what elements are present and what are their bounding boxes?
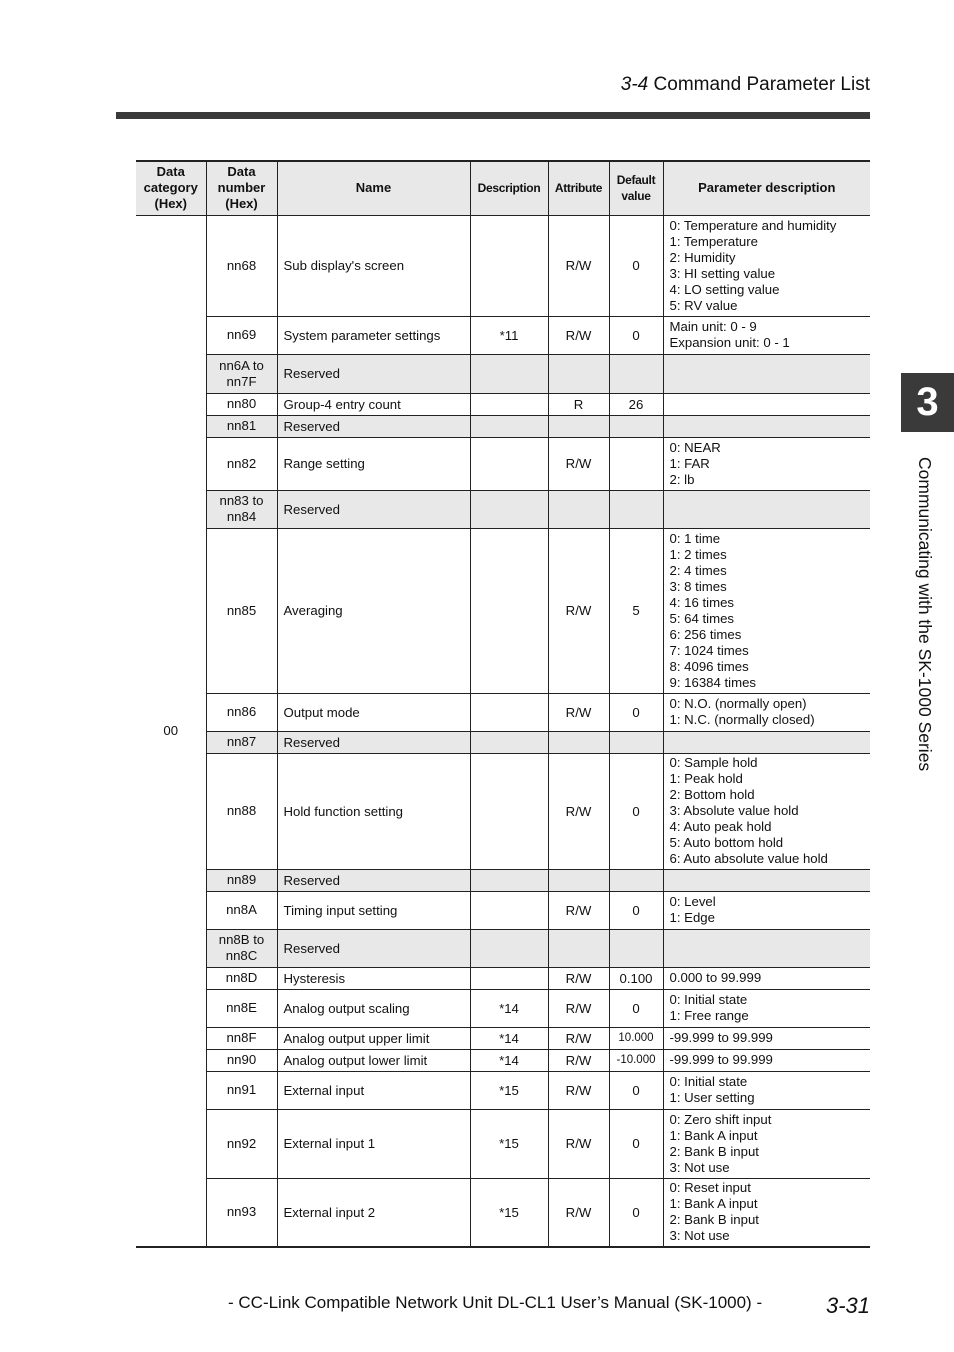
default-value-cell (609, 415, 663, 437)
parameter-description-cell: 0: NEAR 1: FAR 2: lb (663, 437, 870, 490)
attribute-cell: R/W (548, 891, 609, 929)
attribute-cell: R/W (548, 437, 609, 490)
parameter-description-cell (663, 929, 870, 967)
data-number-cell: nn93 (206, 1178, 277, 1247)
table-row (136, 437, 870, 490)
attribute-cell: R/W (548, 1109, 609, 1178)
description-cell (470, 490, 548, 528)
name-cell: Reserved (277, 490, 470, 528)
header-attribute: Attribute (548, 161, 609, 215)
description-cell (470, 393, 548, 415)
default-value-cell: 0 (609, 989, 663, 1027)
chapter-side-title: Communicating with the SK-1000 Series (915, 457, 935, 772)
default-value-cell: 0 (609, 1178, 663, 1247)
parameter-description-cell: Main unit: 0 - 9 Expansion unit: 0 - 1 (663, 316, 870, 354)
parameter-description-cell: 0: Sample hold 1: Peak hold 2: Bottom hold 3: Absolute value hold 4: Auto peak hold 5: Auto bottom hold 6: Auto absolute value hold (663, 753, 870, 869)
default-value-cell: 26 (609, 393, 663, 415)
description-cell: *15 (470, 1109, 548, 1178)
attribute-cell (548, 731, 609, 753)
chapter-tab: 3 (901, 373, 954, 432)
default-value-cell: 0 (609, 753, 663, 869)
description-cell (470, 967, 548, 989)
description-cell: *14 (470, 1049, 548, 1071)
table-row (136, 989, 870, 1027)
attribute-cell: R (548, 393, 609, 415)
parameter-description-cell: 0: Reset input 1: Bank A input 2: Bank B input 3: Not use (663, 1178, 870, 1247)
parameter-description-cell: 0.000 to 99.999 (663, 967, 870, 989)
name-cell: Group-4 entry count (277, 393, 470, 415)
attribute-cell: R/W (548, 753, 609, 869)
table-row (136, 215, 870, 316)
name-cell: Averaging (277, 528, 470, 693)
name-cell: Reserved (277, 929, 470, 967)
table-row (136, 929, 870, 967)
default-value-cell (609, 731, 663, 753)
data-number-cell: nn68 (206, 215, 277, 316)
header-default-value: Default value (609, 161, 663, 215)
footer-manual-title: - CC-Link Compatible Network Unit DL-CL1 User’s Manual (SK-1000) - (228, 1293, 763, 1312)
data-number-cell: nn8F (206, 1027, 277, 1049)
name-cell: Hysteresis (277, 967, 470, 989)
parameter-description-cell (663, 354, 870, 393)
default-value-cell: 0 (609, 693, 663, 731)
attribute-cell: R/W (548, 1049, 609, 1071)
attribute-cell (548, 490, 609, 528)
attribute-cell: R/W (548, 215, 609, 316)
attribute-cell: R/W (548, 693, 609, 731)
description-cell: *11 (470, 316, 548, 354)
data-number-cell: nn83 to nn84 (206, 490, 277, 528)
data-number-cell: nn8D (206, 967, 277, 989)
parameter-description-cell: 0: Initial state 1: User setting (663, 1071, 870, 1109)
description-cell (470, 437, 548, 490)
table-header-row (136, 161, 870, 215)
description-cell (470, 929, 548, 967)
default-value-cell (609, 437, 663, 490)
data-number-cell: nn89 (206, 869, 277, 891)
name-cell: Sub display's screen (277, 215, 470, 316)
description-cell (470, 354, 548, 393)
section-heading (621, 74, 870, 96)
table-row (136, 1071, 870, 1109)
default-value-cell: 5 (609, 528, 663, 693)
name-cell: External input 1 (277, 1109, 470, 1178)
default-value-cell: 10.000 (609, 1027, 663, 1049)
data-number-cell: nn8A (206, 891, 277, 929)
name-cell: Analog output scaling (277, 989, 470, 1027)
data-number-cell: nn80 (206, 393, 277, 415)
attribute-cell: R/W (548, 967, 609, 989)
table-row (136, 1178, 870, 1247)
table-row (136, 354, 870, 393)
default-value-cell: 0 (609, 215, 663, 316)
attribute-cell (548, 869, 609, 891)
name-cell: Reserved (277, 415, 470, 437)
description-cell: *14 (470, 1027, 548, 1049)
name-cell: Range setting (277, 437, 470, 490)
attribute-cell (548, 929, 609, 967)
default-value-cell (609, 929, 663, 967)
data-number-cell: nn8E (206, 989, 277, 1027)
table-row (136, 316, 870, 354)
parameter-description-cell: -99.999 to 99.999 (663, 1049, 870, 1071)
section-number: 3-4 (620, 74, 649, 95)
description-cell (470, 415, 548, 437)
parameter-description-cell (663, 731, 870, 753)
data-number-cell: nn92 (206, 1109, 277, 1178)
table-row (136, 967, 870, 989)
data-number-cell: nn90 (206, 1049, 277, 1071)
description-cell (470, 528, 548, 693)
section-title: Command Parameter List (653, 74, 870, 95)
table-row (136, 1049, 870, 1071)
default-value-cell: -10.000 (609, 1049, 663, 1071)
parameter-description-cell: 0: Zero shift input 1: Bank A input 2: Bank B input 3: Not use (663, 1109, 870, 1178)
name-cell: Timing input setting (277, 891, 470, 929)
page-number: 3-31 (825, 1293, 870, 1318)
data-number-cell: nn88 (206, 753, 277, 869)
attribute-cell (548, 354, 609, 393)
attribute-cell: R/W (548, 1027, 609, 1049)
description-cell (470, 869, 548, 891)
table-row (136, 415, 870, 437)
data-number-cell: nn87 (206, 731, 277, 753)
name-cell: Analog output lower limit (277, 1049, 470, 1071)
name-cell: System parameter settings (277, 316, 470, 354)
name-cell: Analog output upper limit (277, 1027, 470, 1049)
description-cell (470, 693, 548, 731)
default-value-cell: 0.100 (609, 967, 663, 989)
parameter-description-cell: -99.999 to 99.999 (663, 1027, 870, 1049)
parameter-description-cell (663, 490, 870, 528)
table-row (136, 528, 870, 693)
data-number-cell: nn91 (206, 1071, 277, 1109)
table-row (136, 1027, 870, 1049)
name-cell: External input (277, 1071, 470, 1109)
name-cell: Hold function setting (277, 753, 470, 869)
table-row (136, 490, 870, 528)
description-cell (470, 753, 548, 869)
header-data-number: Data number (Hex) (206, 161, 277, 215)
attribute-cell (548, 415, 609, 437)
default-value-cell: 0 (609, 1109, 663, 1178)
name-cell: Reserved (277, 354, 470, 393)
default-value-cell: 0 (609, 1071, 663, 1109)
table-row (136, 731, 870, 753)
name-cell: Reserved (277, 869, 470, 891)
data-number-cell: nn69 (206, 316, 277, 354)
parameter-table (136, 160, 870, 1248)
data-category-cell: 00 (136, 215, 206, 1247)
parameter-description-cell: 0: 1 time 1: 2 times 2: 4 times 3: 8 times 4: 16 times 5: 64 times 6: 256 times 7: 1024 times 8: 4096 times 9: 16384 times (663, 528, 870, 693)
parameter-description-cell: 0: Temperature and humidity 1: Temperature 2: Humidity 3: HI setting value 4: LO setting value 5: RV value (663, 215, 870, 316)
attribute-cell: R/W (548, 1178, 609, 1247)
table-row (136, 1109, 870, 1178)
parameter-description-cell: 0: Initial state 1: Free range (663, 989, 870, 1027)
description-cell (470, 215, 548, 316)
parameter-description-cell: 0: N.O. (normally open) 1: N.C. (normally closed) (663, 693, 870, 731)
description-cell (470, 731, 548, 753)
data-number-cell: nn8B to nn8C (206, 929, 277, 967)
data-number-cell: nn6A to nn7F (206, 354, 277, 393)
attribute-cell: R/W (548, 1071, 609, 1109)
data-number-cell: nn82 (206, 437, 277, 490)
default-value-cell (609, 490, 663, 528)
attribute-cell: R/W (548, 528, 609, 693)
description-cell (470, 891, 548, 929)
table-row (136, 753, 870, 869)
parameter-description-cell (663, 393, 870, 415)
default-value-cell (609, 354, 663, 393)
parameter-description-cell: 0: Level 1: Edge (663, 891, 870, 929)
data-number-cell: nn86 (206, 693, 277, 731)
header-data-category: Data category (Hex) (136, 161, 206, 215)
description-cell: *15 (470, 1071, 548, 1109)
default-value-cell (609, 869, 663, 891)
header-name: Name (277, 161, 470, 215)
parameter-description-cell (663, 869, 870, 891)
table-row (136, 393, 870, 415)
table-row (136, 869, 870, 891)
default-value-cell: 0 (609, 891, 663, 929)
header-rule (116, 112, 870, 119)
header-description: Description (470, 161, 548, 215)
name-cell: Output mode (277, 693, 470, 731)
description-cell: *15 (470, 1178, 548, 1247)
data-number-cell: nn85 (206, 528, 277, 693)
attribute-cell: R/W (548, 316, 609, 354)
attribute-cell: R/W (548, 989, 609, 1027)
table-row (136, 693, 870, 731)
table-row (136, 891, 870, 929)
name-cell: Reserved (277, 731, 470, 753)
description-cell: *14 (470, 989, 548, 1027)
parameter-description-cell (663, 415, 870, 437)
data-number-cell: nn81 (206, 415, 277, 437)
header-parameter-description: Parameter description (663, 161, 870, 215)
default-value-cell: 0 (609, 316, 663, 354)
name-cell: External input 2 (277, 1178, 470, 1247)
table-body (136, 215, 870, 1247)
